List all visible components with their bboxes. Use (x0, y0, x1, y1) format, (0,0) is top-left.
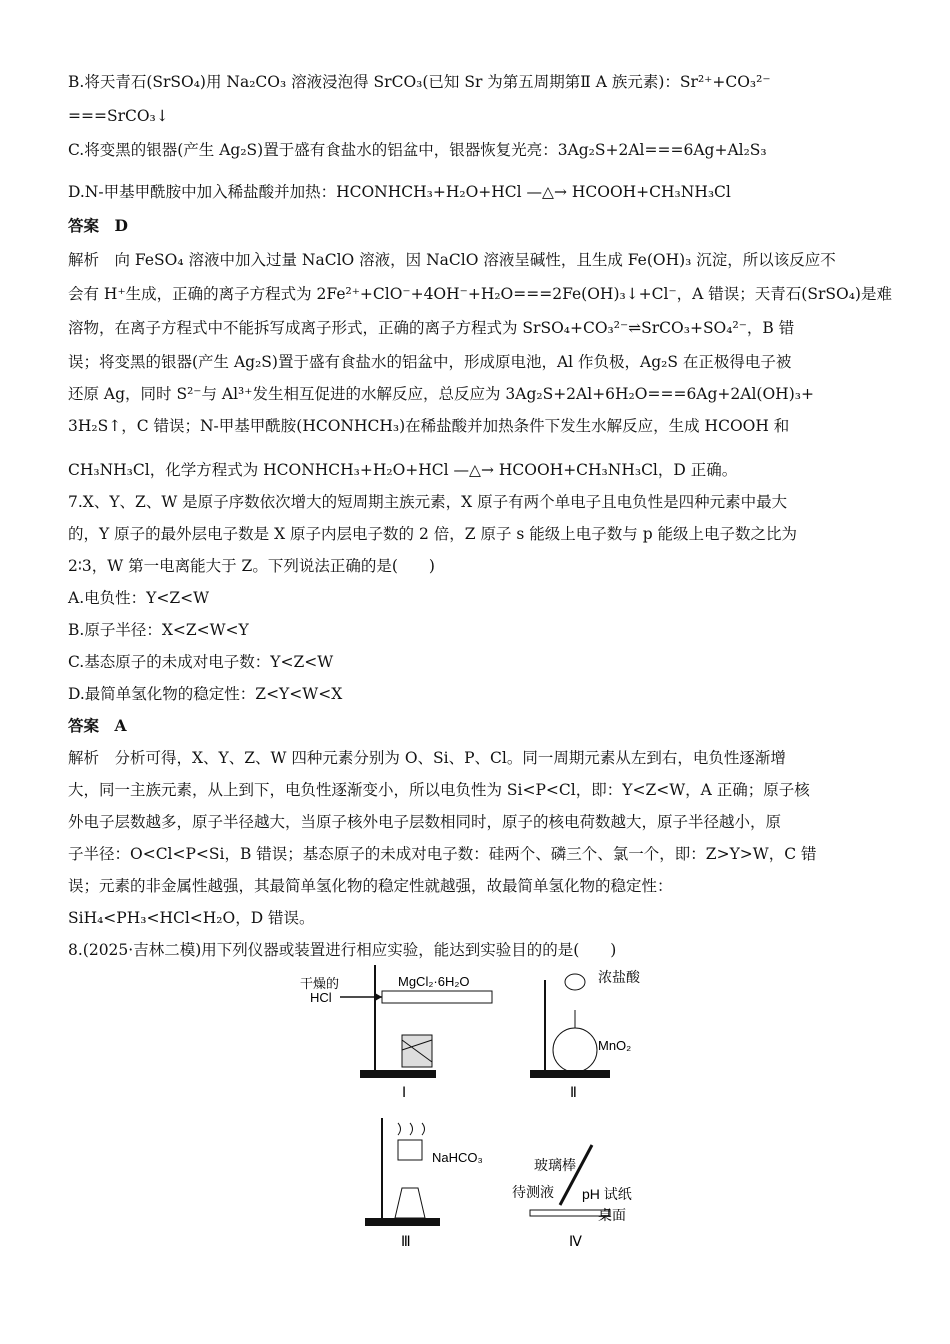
analysis-7-line-4: 子半径：O<Cl<P<Si，B 错误；基态原子的未成对电子数：硅两个、磷三个、氯一个，即：Z>Y>W，C 错 (68, 845, 817, 863)
answer-6: 答案 D (68, 216, 128, 235)
apparatus-iii (365, 1118, 483, 1249)
fig-ii-label: Ⅱ (570, 1084, 577, 1100)
option-d-line: D.N-甲基甲酰胺中加入稀盐酸并加热：HCONHCH₃+H₂O+HCl —△→ HCOOH+CH₃NH₃Cl (68, 183, 731, 201)
analysis-6-line-1: 解析 向 FeSO₄ 溶液中加入过量 NaClO 溶液，因 NaClO 溶液呈碱性，且生成 Fe(OH)₃ 沉淀，所以该反应不 (68, 251, 836, 269)
analysis-6-line-7: CH₃NH₃Cl，化学方程式为 HCONHCH₃+H₂O+HCl —△→ HCOOH+CH₃NH₃Cl，D 正确。 (68, 461, 738, 479)
fig-iii-label: Ⅲ (401, 1233, 411, 1249)
analysis-6-line-2: 会有 H⁺生成，正确的离子方程式为 2Fe²⁺+ClO⁻+4OH⁻+H₂O===2Fe(OH)₃↓+Cl⁻，A 错误；天青石(SrSO₄)是难 (68, 285, 892, 303)
analysis-6-line-3: 溶物，在离子方程式中不能拆写成离子形式，正确的离子方程式为 SrSO₄+CO₃²⁻⇌SrCO₃+SO₄²⁻，B 错 (68, 319, 795, 337)
apparatus-iv (512, 1145, 632, 1249)
fig-i-label-dry: 干燥的 (300, 976, 340, 991)
analysis-6-line-6: 3H₂S↑，C 错误；N-甲基甲酰胺(HCONHCH₃)在稀盐酸并加热条件下发生水解反应，生成 HCOOH 和 (68, 417, 790, 435)
fig-iv-label: Ⅳ (569, 1233, 582, 1249)
fig-iv-label-ph: pH 试纸 (582, 1186, 632, 1202)
apparatus-ii (530, 969, 641, 1100)
fig-iv-label-desk: 桌面 (598, 1207, 626, 1223)
option-b-line-2: ===SrCO₃↓ (68, 107, 169, 125)
fig-i-label-hcl: HCl (310, 990, 332, 1005)
analysis-6-line-4: 误；将变黑的银器(产生 Ag₂S)置于盛有食盐水的铝盆中，形成原电池，Al 作负极，Ag₂S 在正极得电子被 (68, 353, 792, 371)
fig-iii-label-nahco3: NaHCO₃ (432, 1150, 483, 1165)
question-7-line-1: 7.X、Y、Z、W 是原子序数依次增大的短周期主族元素，X 原子有两个单电子且电负性是四种元素中最大 (68, 493, 788, 511)
fig-ii-label-mno2: MnO₂ (598, 1038, 632, 1053)
question-7-line-2: 的，Y 原子的最外层电子数是 X 原子内层电子数的 2 倍，Z 原子 s 能级上电子数与 p 能级上电子数之比为 (68, 525, 798, 543)
option-7d: D.最简单氢化物的稳定性：Z<Y<W<X (68, 685, 343, 703)
question-8-line: 8.(2025·吉林二模)用下列仪器或装置进行相应实验，能达到实验目的的是( ) (68, 941, 617, 959)
fig-i-label-mgcl2: MgCl₂·6H₂O (398, 974, 470, 989)
analysis-7-line-3: 外电子层数越多，原子半径越大，当原子核外电子层数相同时，原子的核电荷数越大，原子半径越小，原 (68, 813, 782, 831)
fig-i-label: Ⅰ (402, 1084, 407, 1100)
fig-ii-label-hcl: 浓盐酸 (598, 969, 640, 985)
answer-7: 答案 A (68, 716, 127, 735)
question-7-line-3: 2∶3，W 第一电离能大于 Z。下列说法正确的是( ) (68, 557, 435, 575)
option-7c: C.基态原子的未成对电子数：Y<Z<W (68, 653, 334, 671)
analysis-7-line-5: 误；元素的非金属性越强，其最简单氢化物的稳定性就越强，故最简单氢化物的稳定性： (68, 877, 673, 895)
apparatus-i (300, 965, 492, 1100)
analysis-7-line-6: SiH₄<PH₃<HCl<H₂O，D 错误。 (68, 909, 315, 927)
fig-iv-label-liquid: 待测液 (512, 1184, 554, 1200)
analysis-7-line-2: 大，同一主族元素，从上到下，电负性逐渐变小，所以电负性为 Si<P<Cl，即：Y<Z<W，A 正确；原子核 (68, 781, 810, 799)
option-7a: A.电负性：Y<Z<W (68, 589, 210, 607)
option-b-line: B.将天青石(SrSO₄)用 Na₂CO₃ 溶液浸泡得 SrCO₃(已知 Sr 为第五周期第Ⅱ A 族元素)：Sr²⁺+CO₃²⁻ (68, 73, 771, 91)
option-7b: B.原子半径：X<Z<W<Y (68, 621, 249, 639)
fig-iv-label-rod: 玻璃棒 (534, 1157, 576, 1173)
analysis-7-line-1: 解析 分析可得，X、Y、Z、W 四种元素分别为 O、Si、P、Cl。同一周期元素从左到右，电负性逐渐增 (68, 749, 786, 767)
option-c-line: C.将变黑的银器(产生 Ag₂S)置于盛有食盐水的铝盆中，银器恢复光亮：3Ag₂S+2Al===6Ag+Al₂S₃ (68, 141, 767, 159)
analysis-6-line-5: 还原 Ag，同时 S²⁻与 Al³⁺发生相互促进的水解反应，总反应为 3Ag₂S+2Al+6H₂O===6Ag+2Al(OH)₃+ (68, 385, 814, 403)
